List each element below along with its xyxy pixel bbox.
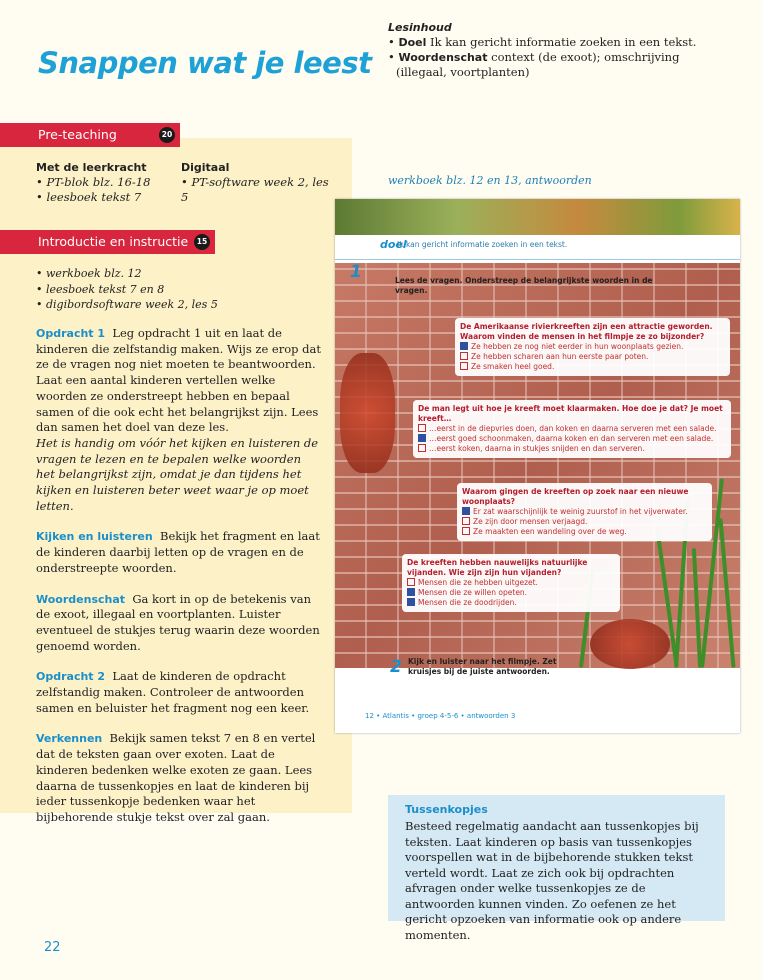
question-text: De Amerikaanse rivierkreeften zijn een attractie geworden. Waarom vinden de mensen in het filmpje ze zo bijzonder? — [460, 322, 713, 341]
col-heading: Met de leerkracht — [36, 161, 147, 174]
workbook-page — [335, 199, 740, 733]
workbook-bottom — [335, 668, 740, 733]
lesinhoud-heading: Lesinhoud — [388, 21, 452, 34]
checkbox-checked-icon[interactable] — [460, 342, 468, 350]
intro-label: Introductie en instructie — [38, 234, 189, 249]
section-label: Woordenschat — [36, 592, 126, 606]
section-opdracht-2 — [36, 669, 321, 716]
page-number: 22 — [44, 940, 61, 955]
answer-option[interactable]: Er zat waarschijnlijk te weinig zuurstof in het vijverwater. — [462, 507, 707, 517]
section-label: Kijken en luisteren — [36, 530, 153, 544]
section-text: Ga kort in op de betekenis van de exoot, illegaal en voortplanten. Luister eventueel de stukjes terug waarin deze woorden genoemd worden. — [36, 591, 320, 653]
list-item: • PT-software week 2, les 5 — [181, 175, 329, 204]
question-box-1 — [455, 318, 730, 376]
checkbox-checked-icon[interactable] — [462, 507, 470, 515]
section-text: Bekijk het fragment en laat de kinderen daarbij letten op de vragen en de onderstreepte woorden. — [36, 529, 320, 575]
doel-text: Ik kan gericht informatie zoeken in een tekst. — [397, 240, 568, 249]
instruction-text — [36, 326, 321, 841]
question-box-2 — [413, 400, 731, 458]
step-number: 2 — [390, 657, 402, 677]
checkbox-checked-icon[interactable] — [418, 434, 426, 442]
preteaching-bar — [0, 123, 180, 147]
answer-option[interactable]: …eerst koken, daarna in stukjes snijden en dan serveren. — [418, 444, 726, 454]
col-heading: Digitaal — [181, 161, 230, 174]
checkbox-icon[interactable] — [462, 527, 470, 535]
timer-icon: 15 — [194, 234, 210, 250]
doel-label: Doel — [398, 36, 427, 49]
question-box-3 — [457, 483, 712, 541]
answer-option[interactable]: Ze maakten een wandeling over de weg. — [462, 527, 707, 537]
checkbox-icon[interactable] — [418, 444, 426, 452]
intro-materials — [36, 266, 218, 313]
step-text: Lees de vragen. Onderstreep de belangrijkste woorden in de vragen. — [395, 276, 653, 295]
section-kijken — [36, 529, 321, 576]
lesinhoud-doel: • Doel Ik kan gericht informatie zoeken in een tekst. — [388, 35, 697, 49]
step-number: 1 — [350, 262, 362, 282]
answer-option[interactable]: Ze hebben scharen aan hun eerste paar poten. — [460, 352, 725, 362]
list-item: • PT-blok blz. 16-18 — [36, 175, 151, 189]
answer-option[interactable]: Ze zijn door mensen verjaagd. — [462, 517, 707, 527]
checkbox-icon[interactable] — [407, 578, 415, 586]
grass-blade — [692, 548, 702, 668]
preteaching-label: Pre-teaching — [38, 127, 117, 142]
question-text: De man legt uit hoe je kreeft moet klaarmaken. Hoe doe je dat? Je moet kreeft… — [418, 404, 723, 423]
preteaching-col-teacher — [36, 160, 186, 205]
checkbox-checked-icon[interactable] — [407, 598, 415, 606]
section-opdracht-1 — [36, 326, 321, 514]
question-text: Waarom gingen de kreeften op zoek naar een nieuwe woonplaats? — [462, 487, 689, 506]
section-label: Opdracht 2 — [36, 670, 106, 684]
lesinhoud-block — [388, 20, 728, 80]
section-label: Opdracht 1 — [36, 327, 106, 340]
answer-option[interactable]: Ze hebben ze nog niet eerder in hun woonplaats gezien. — [460, 342, 725, 352]
lesinhoud-woordenschat: • Woordenschat context (de exoot); omschrijving (illegaal, voortplanten) — [388, 50, 680, 79]
question-text: De kreeften hebben nauwelijks natuurlijke vijanden. Wie zijn zijn hun vijanden? — [407, 558, 588, 577]
section-text: Bekijk samen tekst 7 en 8 en vertel dat de teksten gaan over exoten. Laat de kinderen bedenken welke exoten ze gaan. Lees daarna de tussenkopjes en laat de kinderen bij ieder tussenkopje bedenken waar het bijbehorende stukje tekst over zal gaan. — [36, 731, 316, 824]
crayfish-image — [590, 619, 670, 669]
woordenschat-text: context (de exoot); omschrijving (illegaal, voortplanten) — [396, 50, 680, 79]
woordenschat-label: Woordenschat — [398, 51, 488, 64]
section-text: Laat de kinderen de opdracht zelfstandig maken. Controleer de antwoorden samen en beluister het fragment nog een keer. — [36, 669, 310, 715]
doel-label: doel — [380, 238, 407, 251]
checkbox-icon[interactable] — [460, 352, 468, 360]
section-woordenschat — [36, 592, 321, 655]
grass-blade — [718, 518, 735, 668]
section-tip: Het is handig om vóór het kijken en luisteren de vragen te lezen en te bepalen welke woorden het belangrijkst zijn, omdat je dan tijdens het kijken en luisteren beter weet waar je op moet letten. — [36, 435, 319, 513]
section-verkennen — [36, 731, 321, 825]
list-item: • digibordsoftware week 2, les 5 — [36, 298, 218, 311]
tip-heading: Tussenkopjes — [405, 803, 488, 816]
doel-row — [335, 235, 740, 260]
question-box-4 — [402, 554, 620, 612]
page-title: Snappen wat je leest — [38, 46, 372, 80]
animal-strip-image — [335, 199, 740, 235]
checkbox-icon[interactable] — [460, 362, 468, 370]
answer-option[interactable]: …eerst in de diepvries doen, dan koken en daarna serveren met een salade. — [418, 424, 726, 434]
tip-box — [388, 795, 725, 942]
step-text: Kijk en luister naar het filmpje. Zet kruisjes bij de juiste antwoorden. — [408, 657, 557, 676]
crayfish-image — [340, 353, 395, 473]
list-item: • leesboek tekst 7 — [36, 190, 142, 204]
workbook-footer: 12 • Atlantis • groep 4-5-6 • antwoorden 3 — [365, 712, 516, 720]
preteaching-col-digital — [181, 160, 331, 205]
timer-icon: 20 — [159, 127, 175, 143]
section-label: Verkennen — [36, 732, 103, 746]
checkbox-icon[interactable] — [418, 424, 426, 432]
intro-bar — [0, 230, 215, 254]
workbook-caption: werkboek blz. 12 en 13, antwoorden — [388, 174, 592, 187]
answer-option[interactable]: Mensen die ze doodrijden. — [407, 598, 615, 608]
answer-option[interactable]: Ze smaken heel goed. — [460, 362, 725, 372]
list-item: • leesboek tekst 7 en 8 — [36, 282, 165, 296]
answer-option[interactable]: …eerst goed schoonmaken, daarna koken en dan serveren met een salade. — [418, 434, 726, 444]
checkbox-checked-icon[interactable] — [407, 588, 415, 596]
checkbox-icon[interactable] — [462, 517, 470, 525]
answer-option[interactable]: Mensen die ze willen opeten. — [407, 588, 615, 598]
section-text: Leg opdracht 1 uit en laat de kinderen die zelfstandig maken. Wijs ze erop dat ze de vragen nog niet moeten te beantwoorden. Laat een aantal kinderen vertellen welke woorden ze onderstreept hebben en bepaal samen of die ook echt het belangrijkst zijn. Lees dan samen het doel van deze les. — [36, 326, 322, 435]
answer-option[interactable]: Mensen die ze hebben uitgezet. — [407, 578, 615, 588]
doel-text: Ik kan gericht informatie zoeken in een tekst. — [430, 35, 697, 49]
list-item: • werkboek blz. 12 — [36, 267, 142, 280]
tip-text: Besteed regelmatig aandacht aan tussenkopjes bij teksten. Laat kinderen op basis van tussenkopjes voorspellen wat in de bijbehorende stukken tekst verteld wordt. Laat ze zich ook bij opdrachten afvragen onder welke tussenkopjes ze de antwoorden kunnen vinden. Zo oefenen ze het gericht opzoeken van informatie ook op andere momenten. — [405, 819, 699, 942]
